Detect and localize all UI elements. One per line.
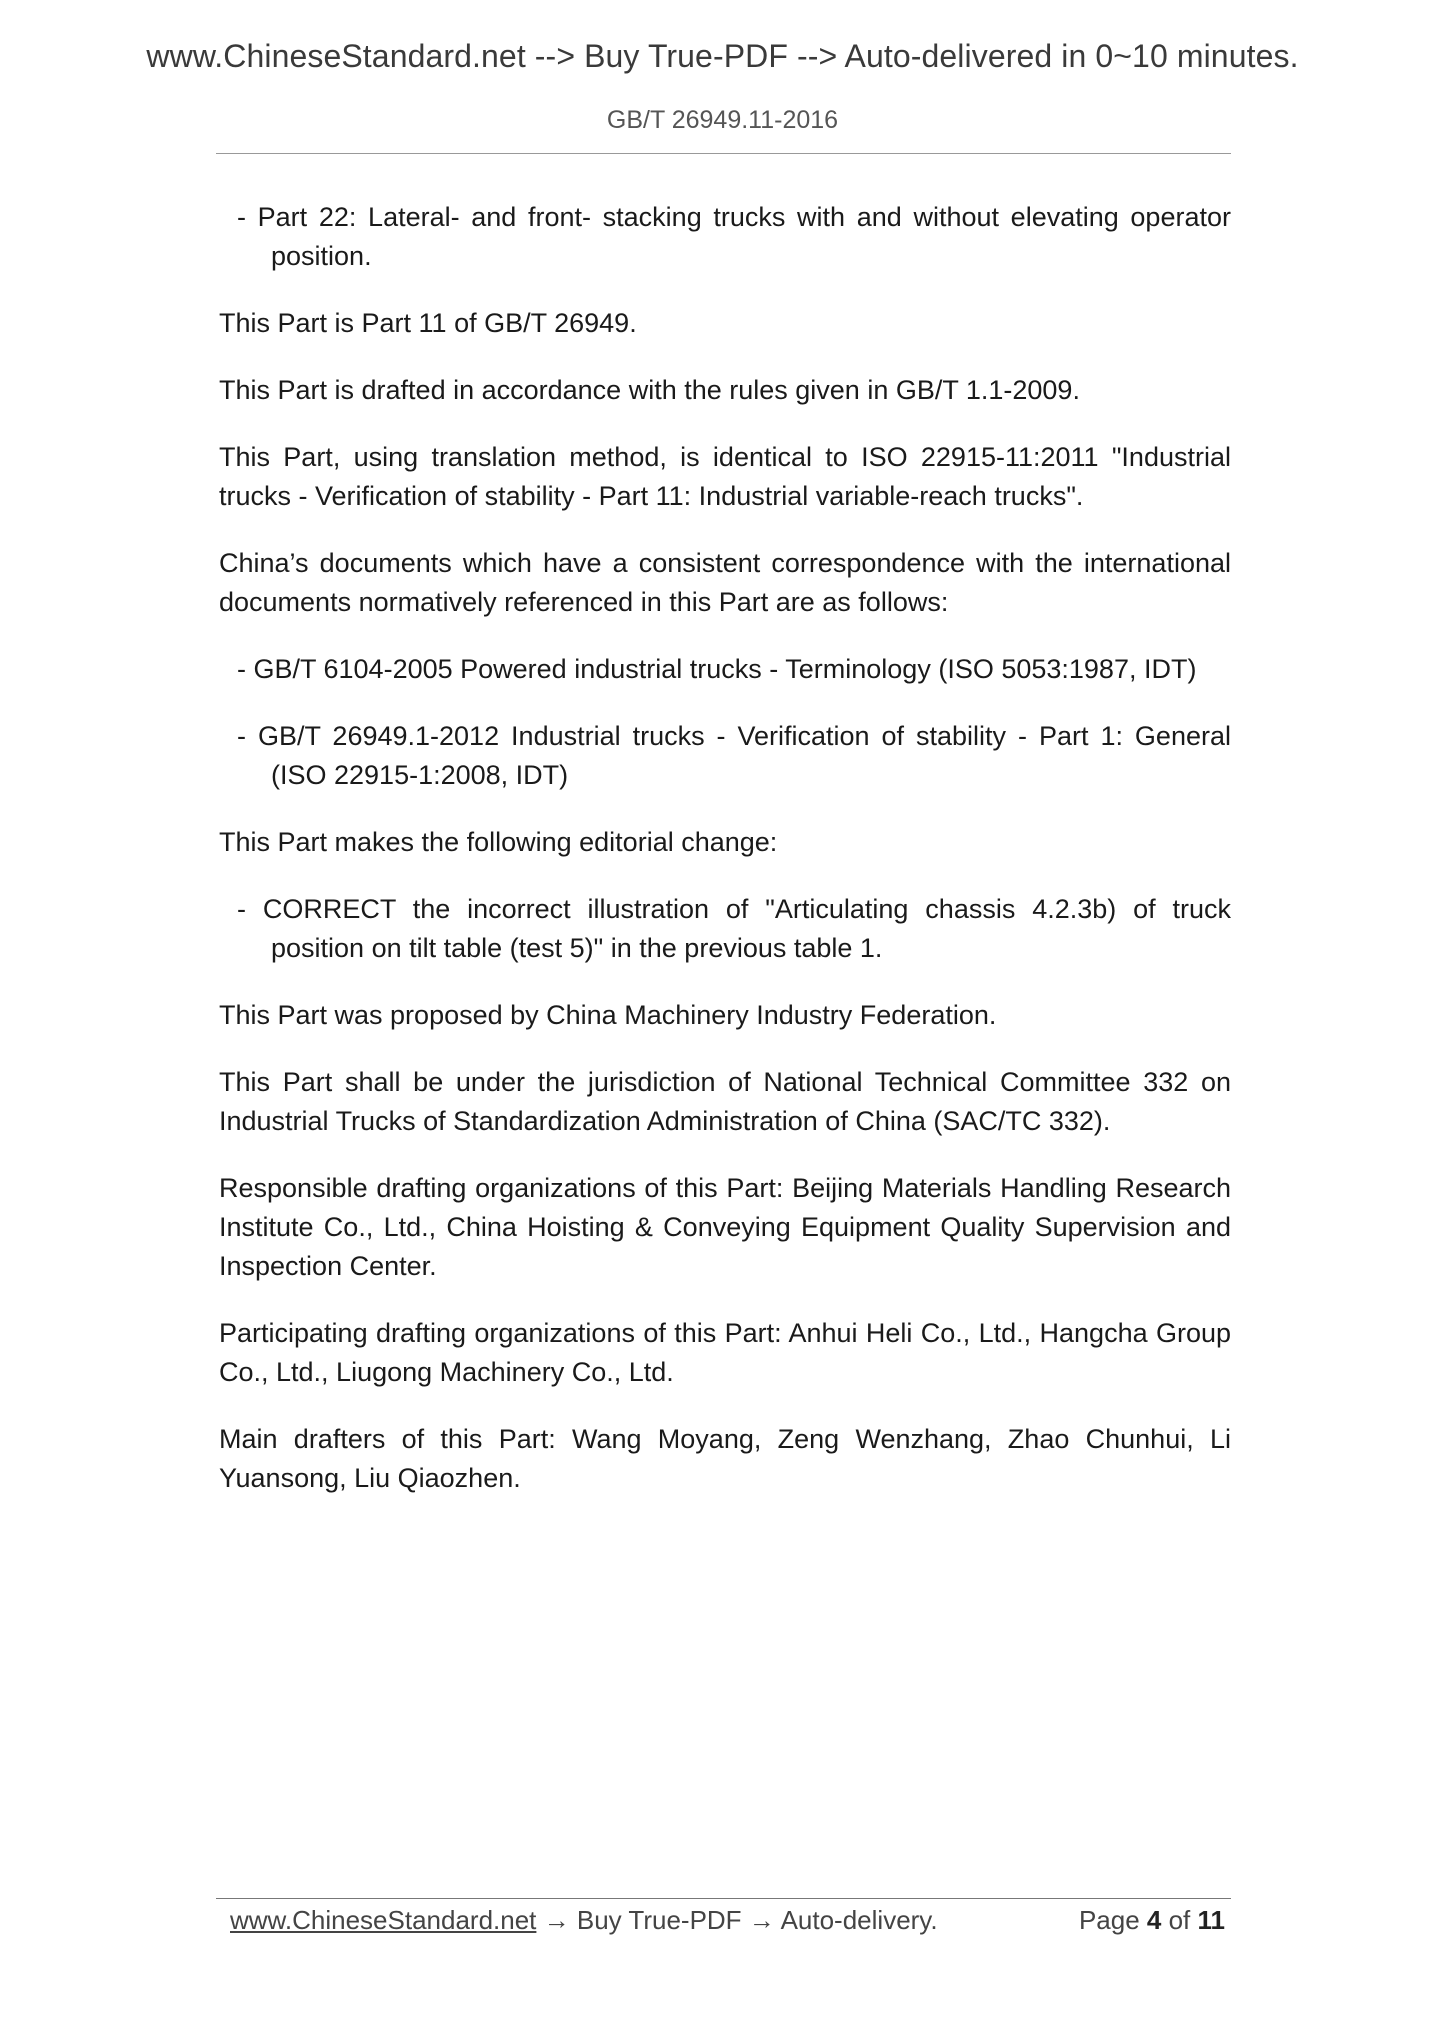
paragraph: Responsible drafting organizations of this Part: Beijing Materials Handling Research Institute Co., Ltd., China Hoisting & Conveying Equipment Quality Supervision and Inspection Center. bbox=[219, 1173, 1231, 1281]
paragraph: China’s documents which have a consistent correspondence with the international documents normatively referenced in this Part are as follows: bbox=[219, 548, 1231, 617]
paragraph: This Part is drafted in accordance with the rules given in GB/T 1.1-2009. bbox=[219, 375, 1080, 405]
footer-divider bbox=[216, 1898, 1231, 1899]
header-divider bbox=[216, 153, 1231, 154]
list-item: - GB/T 6104-2005 Powered industrial trucks - Terminology (ISO 5053:1987, IDT) bbox=[237, 654, 1197, 684]
page-footer bbox=[230, 1905, 1225, 1941]
list-item: - GB/T 26949.1-2012 Industrial trucks - Verification of stability - Part 1: General (ISO 22915-1:2008, IDT) bbox=[237, 721, 1231, 790]
standard-id: GB/T 26949.11-2016 bbox=[606, 106, 839, 134]
list-item: - CORRECT the incorrect illustration of "Articulating chassis 4.2.3b) of truck position on tilt table (test 5)" in the previous table 1. bbox=[237, 894, 1231, 963]
paragraph: Participating drafting organizations of this Part: Anhui Heli Co., Ltd., Hangcha Group Co., Ltd., Liugong Machinery Co., Ltd. bbox=[219, 1318, 1231, 1387]
list-item: - Part 22: Lateral- and front- stacking trucks with and without elevating operator position. bbox=[237, 202, 1231, 271]
paragraph: This Part, using translation method, is identical to ISO 22915-11:2011 "Industrial trucks - Verification of stability - Part 11: Industrial variable-reach trucks". bbox=[219, 442, 1231, 511]
paragraph: This Part shall be under the jurisdiction of National Technical Committee 332 on Industrial Trucks of Standardization Administration of China (SAC/TC 332). bbox=[219, 1067, 1231, 1136]
paragraph: This Part is Part 11 of GB/T 26949. bbox=[219, 308, 637, 338]
page-label: Page bbox=[1078, 1905, 1147, 1935]
footer-left bbox=[230, 1905, 938, 1936]
total-pages: 11 bbox=[1197, 1905, 1225, 1935]
page-indicator bbox=[1079, 1905, 1225, 1936]
of-label: of bbox=[1161, 1905, 1198, 1935]
paragraph: This Part makes the following editorial change: bbox=[219, 827, 778, 857]
document-body bbox=[219, 198, 1231, 1526]
paragraph: Main drafters of this Part: Wang Moyang, Zeng Wenzhang, Zhao Chunhui, Li Yuansong, Liu Qiaozhen. bbox=[219, 1424, 1231, 1493]
paragraph: This Part was proposed by China Machinery Industry Federation. bbox=[219, 1000, 997, 1030]
header-banner: www.ChineseStandard.net --> Buy True-PDF --> Auto-delivered in 0~10 minutes. bbox=[146, 38, 1299, 74]
footer-tagline: → Buy True-PDF → Auto-delivery. bbox=[536, 1905, 938, 1935]
page-number: 4 bbox=[1146, 1905, 1162, 1935]
footer-site-link[interactable]: www.ChineseStandard.net bbox=[230, 1905, 537, 1935]
